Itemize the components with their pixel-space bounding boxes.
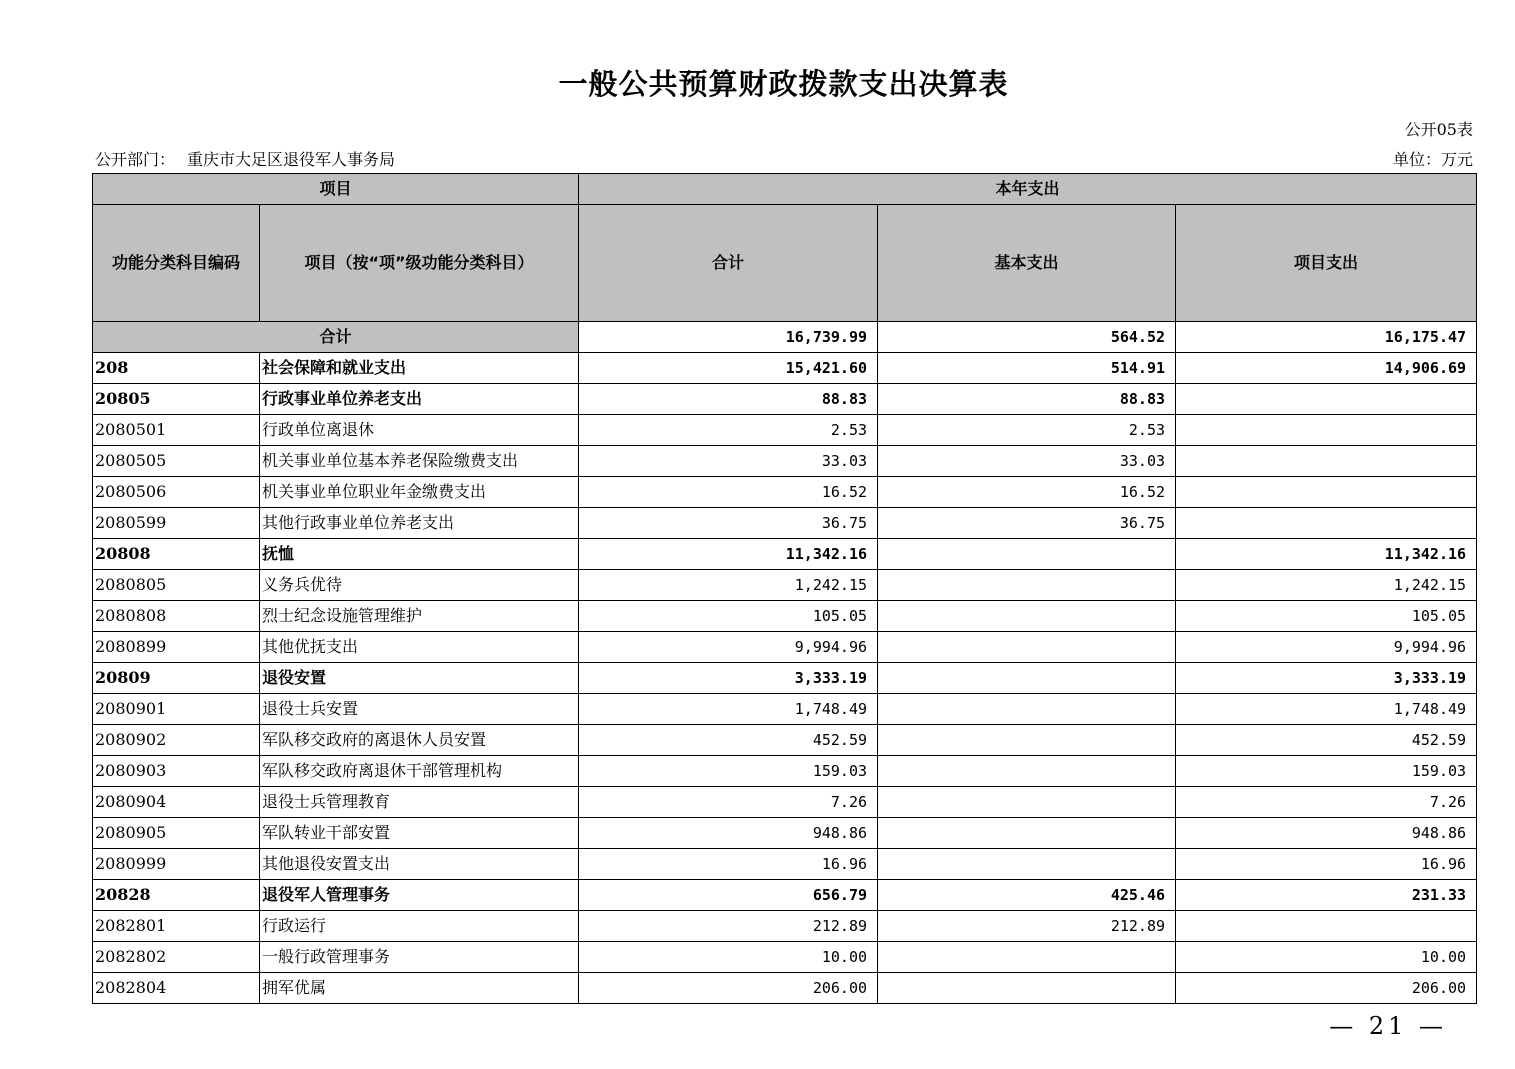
row-project: 206.00 (1176, 973, 1477, 1004)
row-name: 机关事业单位职业年金缴费支出 (260, 477, 579, 508)
row-project: 452.59 (1176, 725, 1477, 756)
expenditure-table (92, 173, 1477, 1004)
row-name: 退役士兵安置 (260, 694, 579, 725)
table-row (93, 911, 1477, 942)
row-code: 2082801 (93, 911, 260, 942)
table-row (93, 570, 1477, 601)
row-name: 其他退役安置支出 (260, 849, 579, 880)
row-basic (878, 663, 1176, 694)
row-total: 948.86 (579, 818, 878, 849)
row-name: 行政事业单位养老支出 (260, 384, 579, 415)
row-basic: 2.53 (878, 415, 1176, 446)
row-name: 其他优抚支出 (260, 632, 579, 663)
row-code: 2080506 (93, 477, 260, 508)
row-code: 2080808 (93, 601, 260, 632)
row-code: 2080899 (93, 632, 260, 663)
row-name: 军队移交政府离退休干部管理机构 (260, 756, 579, 787)
header-item-name: 项目（按“项”级功能分类科目） (260, 205, 579, 322)
row-basic (878, 694, 1176, 725)
row-code: 2080902 (93, 725, 260, 756)
row-total: 3,333.19 (579, 663, 878, 694)
row-total: 452.59 (579, 725, 878, 756)
row-project: 11,342.16 (1176, 539, 1477, 570)
row-basic (878, 787, 1176, 818)
total-sum: 16,739.99 (579, 322, 878, 353)
row-name: 行政单位离退休 (260, 415, 579, 446)
department-line (95, 147, 395, 170)
total-row (93, 322, 1477, 353)
row-basic: 33.03 (878, 446, 1176, 477)
row-basic: 88.83 (878, 384, 1176, 415)
row-basic (878, 539, 1176, 570)
row-project: 14,906.69 (1176, 353, 1477, 384)
total-basic: 564.52 (878, 322, 1176, 353)
table-row (93, 880, 1477, 911)
header-code: 功能分类科目编码 (93, 205, 260, 322)
row-total: 159.03 (579, 756, 878, 787)
header-current-year: 本年支出 (579, 174, 1477, 205)
row-total: 11,342.16 (579, 539, 878, 570)
header-project: 项目支出 (1176, 205, 1477, 322)
table-row (93, 601, 1477, 632)
row-total: 16.96 (579, 849, 878, 880)
row-basic (878, 849, 1176, 880)
row-code: 2080905 (93, 818, 260, 849)
header-item: 项目 (93, 174, 579, 205)
table-row (93, 384, 1477, 415)
row-total: 105.05 (579, 601, 878, 632)
row-basic: 212.89 (878, 911, 1176, 942)
row-project (1176, 911, 1477, 942)
row-code: 20828 (93, 880, 260, 911)
row-project: 948.86 (1176, 818, 1477, 849)
row-project: 231.33 (1176, 880, 1477, 911)
row-project: 9,994.96 (1176, 632, 1477, 663)
row-name: 退役安置 (260, 663, 579, 694)
row-name: 机关事业单位基本养老保险缴费支出 (260, 446, 579, 477)
row-project: 3,333.19 (1176, 663, 1477, 694)
unit-label: 单位：万元 (1392, 150, 1473, 169)
department-name: 重庆市大足区退役军人事务局 (187, 150, 396, 169)
row-name: 行政运行 (260, 911, 579, 942)
row-project (1176, 415, 1477, 446)
form-number: 公开05表 (1404, 120, 1473, 139)
row-total: 36.75 (579, 508, 878, 539)
row-total: 16.52 (579, 477, 878, 508)
row-name: 军队转业干部安置 (260, 818, 579, 849)
table-row (93, 756, 1477, 787)
row-total: 10.00 (579, 942, 878, 973)
row-basic (878, 756, 1176, 787)
row-name: 一般行政管理事务 (260, 942, 579, 973)
row-name: 义务兵优待 (260, 570, 579, 601)
row-basic: 16.52 (878, 477, 1176, 508)
row-code: 2080999 (93, 849, 260, 880)
row-basic (878, 725, 1176, 756)
table-row (93, 942, 1477, 973)
table-row (93, 973, 1477, 1004)
row-code: 2080599 (93, 508, 260, 539)
row-project (1176, 384, 1477, 415)
row-name: 退役士兵管理教育 (260, 787, 579, 818)
row-total: 1,748.49 (579, 694, 878, 725)
total-project: 16,175.47 (1176, 322, 1477, 353)
row-total: 88.83 (579, 384, 878, 415)
row-project (1176, 446, 1477, 477)
row-total: 9,994.96 (579, 632, 878, 663)
row-project: 10.00 (1176, 942, 1477, 973)
row-basic: 425.46 (878, 880, 1176, 911)
row-code: 2080805 (93, 570, 260, 601)
table-row (93, 818, 1477, 849)
header-total: 合计 (579, 205, 878, 322)
table-row (93, 353, 1477, 384)
row-project: 105.05 (1176, 601, 1477, 632)
row-basic (878, 818, 1176, 849)
header-basic: 基本支出 (878, 205, 1176, 322)
row-project: 7.26 (1176, 787, 1477, 818)
row-total: 15,421.60 (579, 353, 878, 384)
table-row (93, 539, 1477, 570)
row-total: 33.03 (579, 446, 878, 477)
row-project: 159.03 (1176, 756, 1477, 787)
row-code: 2080901 (93, 694, 260, 725)
row-basic: 514.91 (878, 353, 1176, 384)
row-code: 2080505 (93, 446, 260, 477)
table-row (93, 415, 1477, 446)
row-code: 2082802 (93, 942, 260, 973)
row-basic: 36.75 (878, 508, 1176, 539)
row-total: 1,242.15 (579, 570, 878, 601)
table-row (93, 663, 1477, 694)
row-name: 烈士纪念设施管理维护 (260, 601, 579, 632)
row-code: 20808 (93, 539, 260, 570)
table-row (93, 787, 1477, 818)
department-label: 公开部门： (95, 150, 176, 169)
row-code: 20805 (93, 384, 260, 415)
table-row (93, 694, 1477, 725)
row-basic (878, 942, 1176, 973)
row-project: 1,242.15 (1176, 570, 1477, 601)
row-total: 206.00 (579, 973, 878, 1004)
table-row (93, 446, 1477, 477)
row-name: 社会保障和就业支出 (260, 353, 579, 384)
row-project (1176, 508, 1477, 539)
row-code: 208 (93, 353, 260, 384)
row-basic (878, 570, 1176, 601)
row-basic (878, 973, 1176, 1004)
table-row (93, 632, 1477, 663)
row-name: 拥军优属 (260, 973, 579, 1004)
row-basic (878, 632, 1176, 663)
row-name: 其他行政事业单位养老支出 (260, 508, 579, 539)
row-code: 20809 (93, 663, 260, 694)
row-name: 抚恤 (260, 539, 579, 570)
row-total: 7.26 (579, 787, 878, 818)
page-number: — 21 — (1329, 1012, 1447, 1040)
total-label: 合计 (93, 322, 579, 353)
row-total: 656.79 (579, 880, 878, 911)
row-total: 2.53 (579, 415, 878, 446)
table-row (93, 477, 1477, 508)
document-title: 一般公共预算财政拨款支出决算表 (558, 67, 1009, 101)
row-project: 16.96 (1176, 849, 1477, 880)
row-basic (878, 601, 1176, 632)
row-project (1176, 477, 1477, 508)
row-code: 2080904 (93, 787, 260, 818)
table-row (93, 849, 1477, 880)
row-code: 2082804 (93, 973, 260, 1004)
table-row (93, 508, 1477, 539)
row-project: 1,748.49 (1176, 694, 1477, 725)
row-name: 退役军人管理事务 (260, 880, 579, 911)
row-code: 2080501 (93, 415, 260, 446)
row-code: 2080903 (93, 756, 260, 787)
table-row (93, 725, 1477, 756)
row-total: 212.89 (579, 911, 878, 942)
row-name: 军队移交政府的离退休人员安置 (260, 725, 579, 756)
